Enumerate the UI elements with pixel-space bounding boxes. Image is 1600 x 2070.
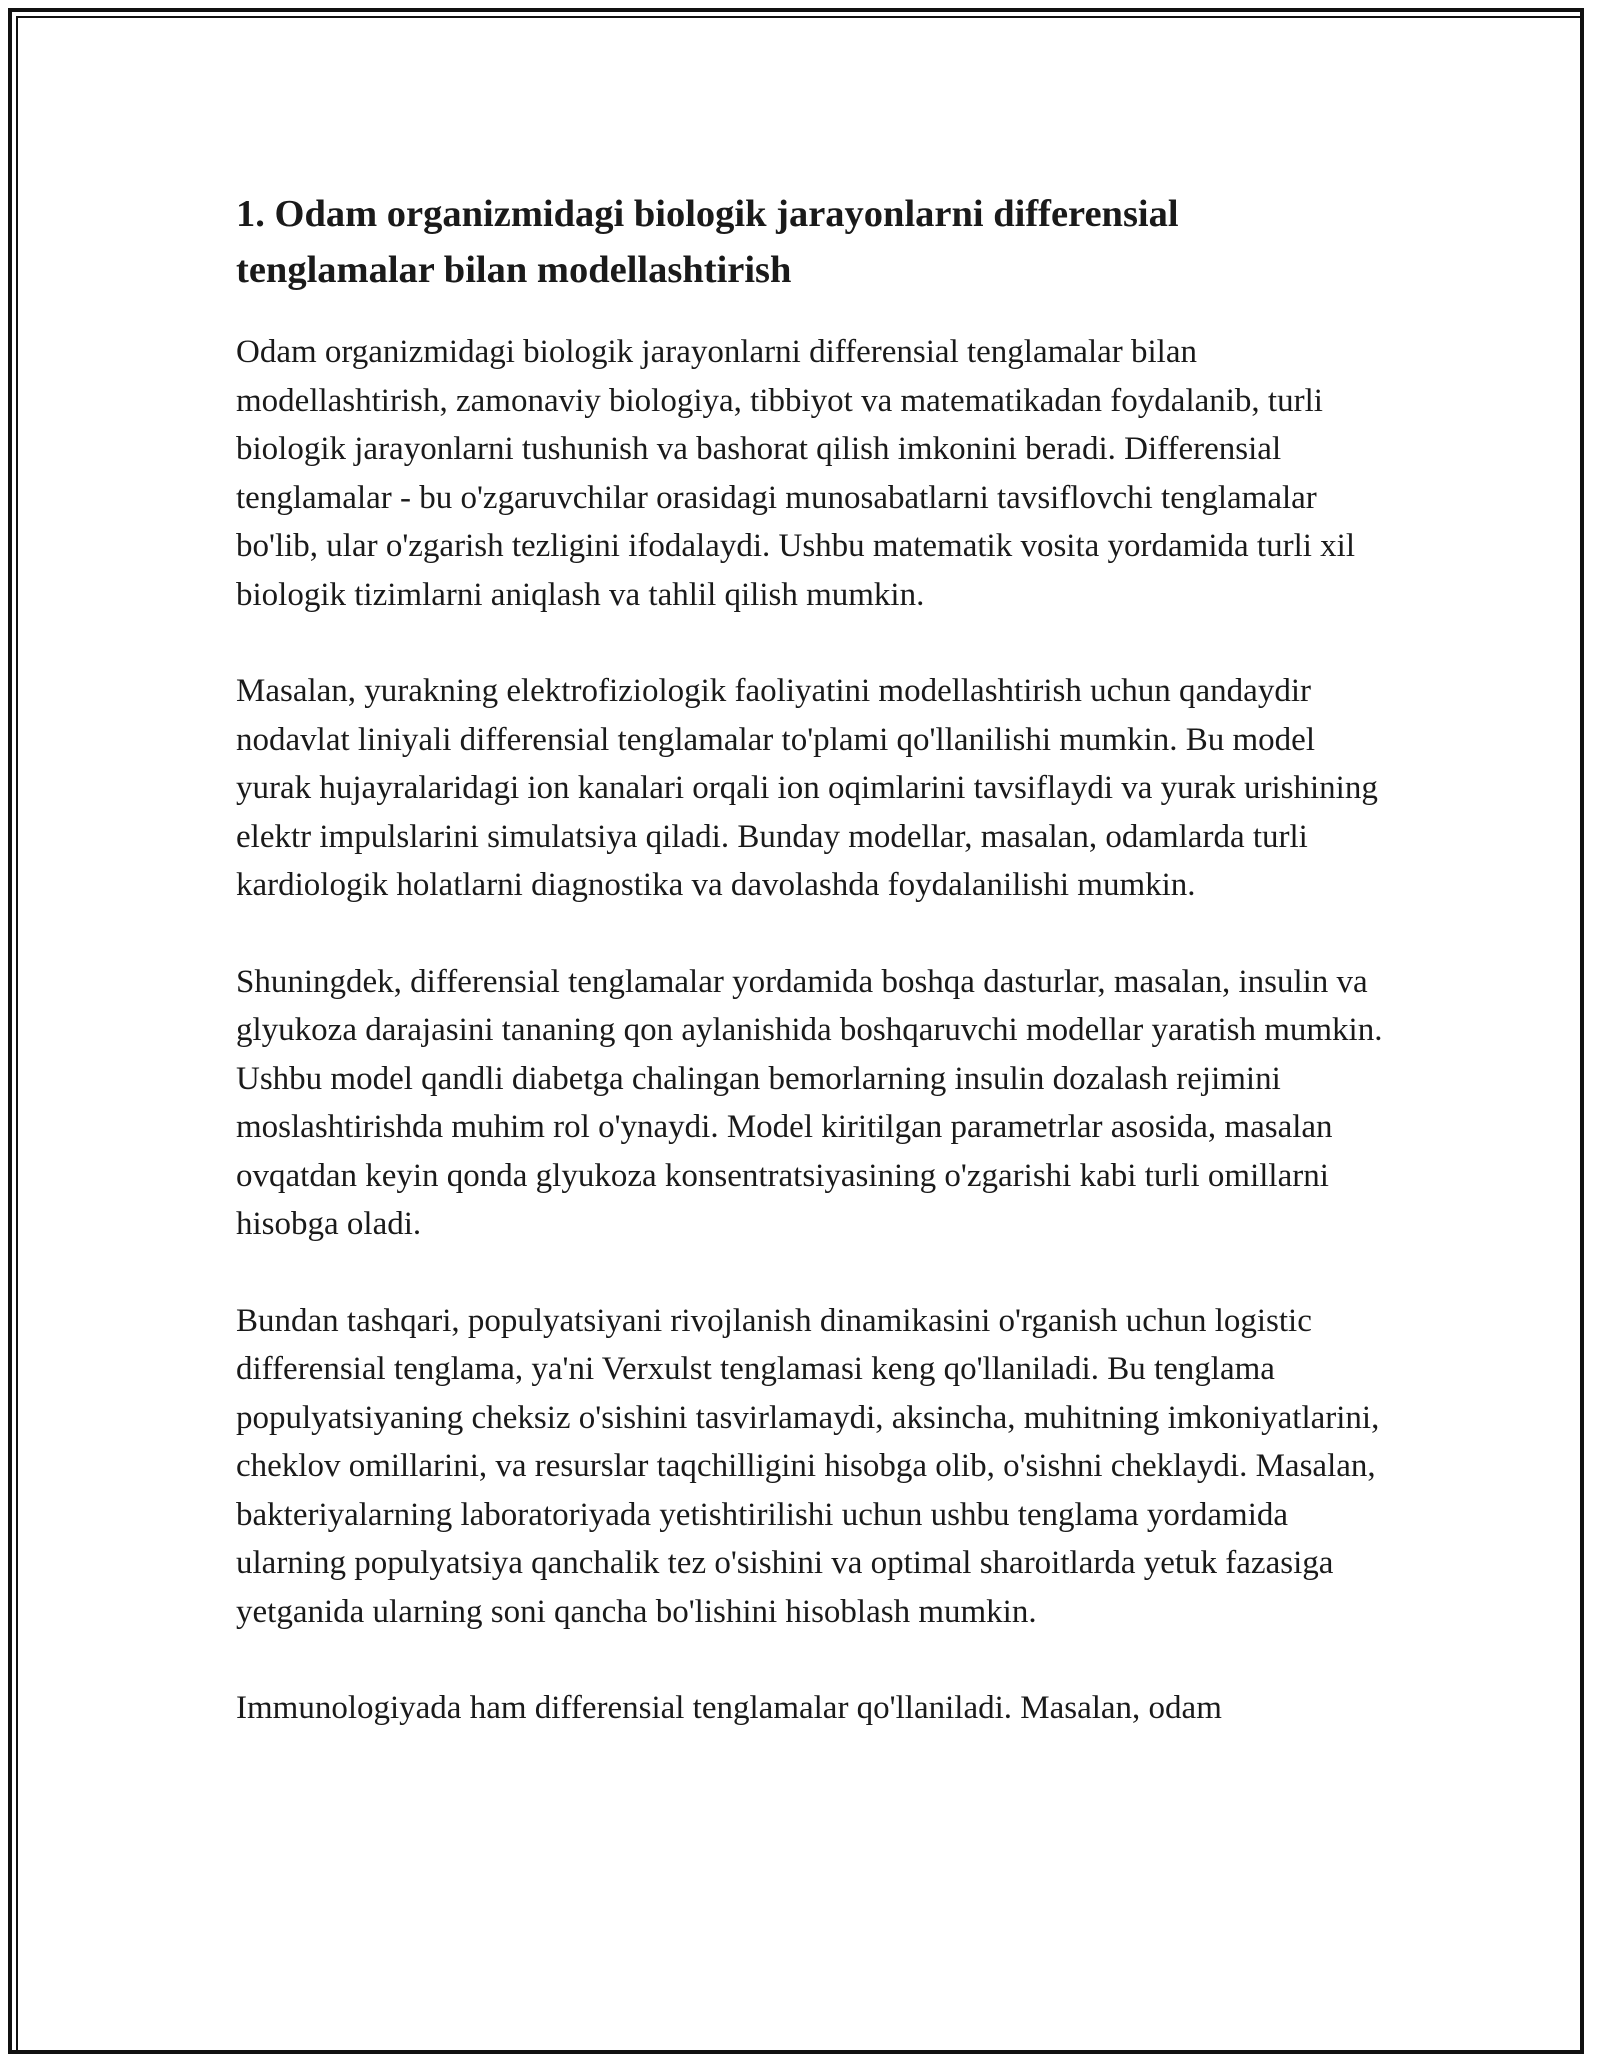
paragraph-intro: Odam organizmidagi biologik jarayonlarni differensial tenglamalar bilan modellashtirish, zamonaviy biologiya, tibbiyot va matematikadan foydalanib, turli biologik jarayonlarni tushunish va bashorat qilish imkonini beradi. Differensial tenglamalar - bu o'zgaruvchilar orasidagi munosabatlarni tavsiflovchi tenglamalar bo'lib, ular o'zgarish tezligini ifodalaydi. Ushbu matematik vosita yordamida turli xil biologik tizimlarni aniqlash va tahlil qilish mumkin. [236,334,1355,613]
paragraph-insulin-model: Shuningdek, differensial tenglamalar yordamida boshqa dasturlar, masalan, insulin va glyukoza darajasini tananing qon aylanishida boshqaruvchi modellar yaratish mumkin. Ushbu model qandli diabetga chalingan bemorlarning insulin dozalash rejimini moslashtirishda muhim rol o'ynaydi. Model kiritilgan parametrlar asosida, masalan ovqatdan keyin qonda glyukoza konsentratsiyasining o'zgarishi kabi turli omillarni hisobga oladi. [236,963,1383,1242]
paragraph-population-model: Bundan tashqari, populyatsiyani rivojlanish dinamikasini o'rganish uchun logistic differensial tenglama, ya'ni Verxulst tenglamasi keng qo'llaniladi. Bu tenglama populyatsiyaning cheksiz o'sishini tasvirlamaydi, aksincha, muhitning imkoniyatlarini, cheklov omillarini, va resurslar taqchilligini hisobga olib, o'sishni cheklaydi. Masalan, bakteriyalarning laboratoriyada yetishtirilishi uchun ushbu tenglama yordamida ularning populyatsiya qanchalik tez o'sishini va optimal sharoitlarda yetuk fazasiga yetganida ularning soni qancha bo'lishini hisoblash mumkin. [236,1302,1380,1630]
document-body [236,186,1386,1781]
paragraph-heart-model: Masalan, yurakning elektrofiziologik faoliyatini modellashtirish uchun qandaydir nodavlat liniyali differensial tenglamalar to'plami qo'llanilishi mumkin. Bu model yurak hujayralaridagi ion kanalari orqali ion oqimlarini tavsiflaydi va yurak urishining elektr impulslarini simulatsiya qiladi. Bunday modellar, masalan, odamlarda turli kardiologik holatlarni diagnostika va davolashda foydalanilishi mumkin. [236,673,1378,903]
section-heading: 1. Odam organizmidagi biologik jarayonlarni differensial tenglamalar bilan modellashtirish [236,193,1179,291]
paragraph-immunology: Immunologiyada ham differensial tenglamalar qo'llaniladi. Masalan, odam [236,1690,1222,1726]
